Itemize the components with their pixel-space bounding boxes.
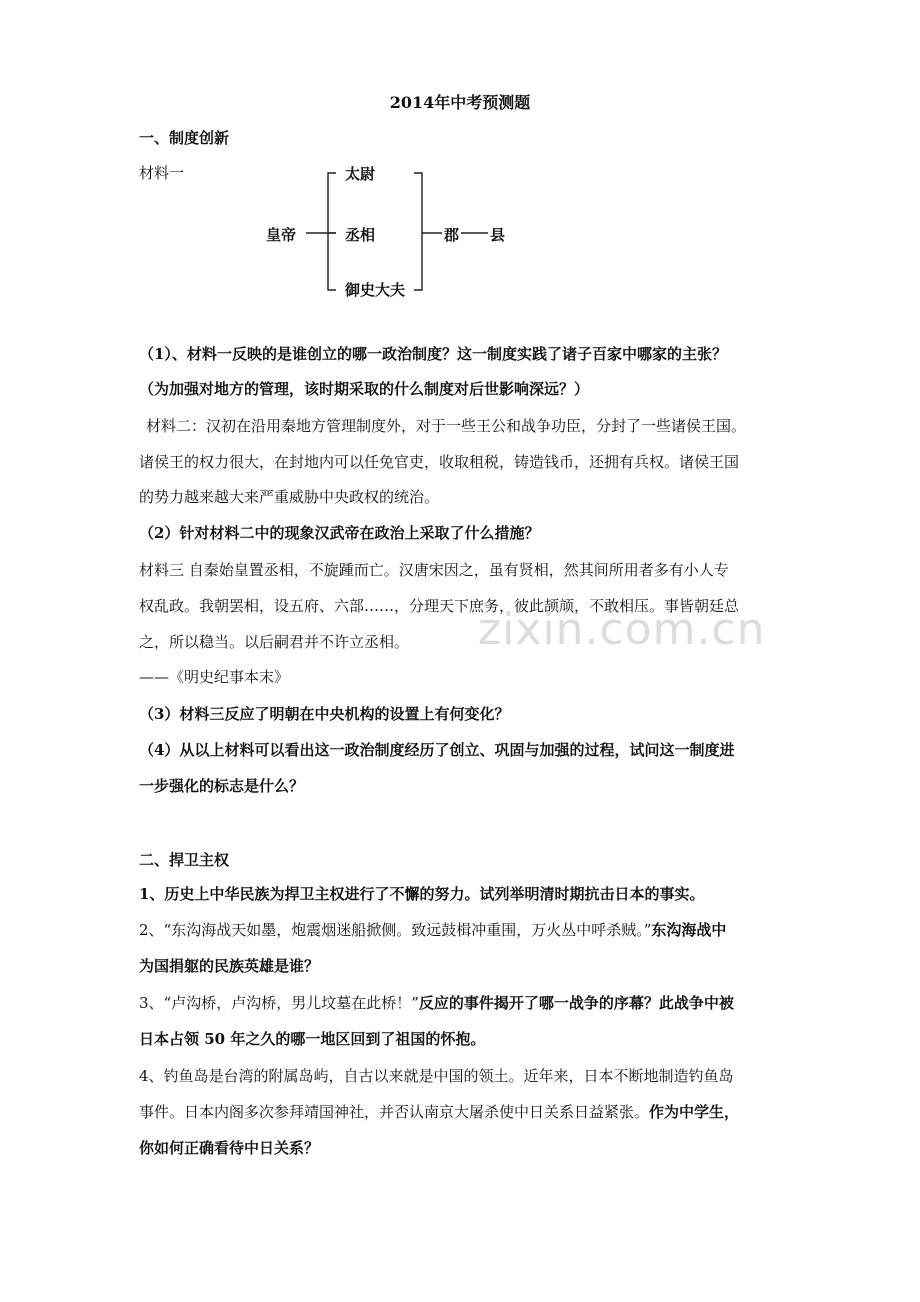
material3-line1: 材料三 自秦始皇置丞相，不旋踵而亡。汉唐宋因之，虽有贤相，然其间所用者多有小人专 [139,561,729,579]
taiwei-node: 太尉 [345,165,376,183]
material2-line3: 的势力越来越大来严重威胁中央政权的统治。 [139,488,440,506]
chengxiang-node: 丞相 [345,226,376,244]
document-title: 2014年中考预测题 [389,93,531,112]
section2-question-3-line1 [139,993,789,1013]
section2-question-4-line1: 4、钓鱼岛是台湾的附属岛屿，自古以来就是中国的领土。近年来，日本不断地制造钓鱼岛 [139,1067,734,1085]
yushi-node: 御史大夫 [345,281,406,299]
q2-poem-text: 2、“东沟海战天如墨，炮震烟迷船掀侧。致远鼓楫冲重围，万火丛中呼杀贼。” [139,921,652,939]
section2-question-1: 1、历史上中华民族为捍卫主权进行了不懈的努力。试列举明清时期抗击日本的事实。 [139,885,705,903]
question-1-line2: （为加强对地方的管理，该时期采取的什么制度对后世影响深远？） [139,380,590,398]
section2-question-4-line3: 你如何正确看待中日关系？ [139,1139,320,1157]
section2-question-4-line2 [139,1102,789,1122]
watermark: zixin.com.cn [478,604,766,655]
section1-heading: 一、制度创新 [139,129,230,147]
material2-line1: 材料二：汉初在沿用秦地方管理制度外，对于一些王公和战争功臣，分封了一些诸侯王国。 [146,417,747,435]
q3-question-text: 反应的事件揭开了哪一战争的序幕？此战争中被 [418,994,734,1012]
question-4-line2: 一步强化的标志是什么？ [139,777,305,795]
section2-question-3-line2: 日本占领 50 年之久的哪一地区回到了祖国的怀抱。 [139,1030,486,1048]
section2-question-2-line1 [139,920,789,940]
material1-label: 材料一 [139,164,185,182]
material3-source: ——《明史纪事本末》 [139,668,290,686]
xian-node: 县 [490,226,506,244]
question-2: （2）针对材料二中的现象汉武帝在政治上采取了什么措施？ [139,524,540,542]
q3-quote-text: 3、“卢沟桥，卢沟桥，男儿坟墓在此桥！” [139,994,419,1012]
material3-line3: 之，所以稳当。以后嗣君并不许立丞相。 [139,633,410,651]
q4-question-text: 作为中学生， [649,1103,740,1121]
material2-line2: 诸侯王的权力很大，在封地内可以任免官吏，收取租税，铸造钱币，还拥有兵权。诸侯王国 [139,453,740,471]
qin-government-diagram [0,0,920,320]
material3-line2: 权乱政。我朝罢相，设五府、六部……，分理天下庶务，彼此颉颃，不敢相压。事皆朝廷总 [139,597,740,615]
question-1-line1: （1）、材料一反映的是谁创立的哪一政治制度？这一制度实践了诸子百家中哪家的主张？ [139,345,727,363]
right-bracket [414,173,422,290]
jun-node: 郡 [444,226,460,244]
q2-question-text: 东沟海战中 [651,921,727,939]
left-bracket [328,173,336,290]
emperor-node: 皇帝 [266,226,297,244]
section2-heading: 二、捍卫主权 [139,851,230,869]
question-3: （3）材料三反应了明朝在中央机构的设置上有何变化？ [139,705,510,723]
q4-context-text: 事件。日本内阁多次参拜靖国神社，并否认南京大屠杀使中日关系日益紧张。 [139,1103,650,1121]
question-4-line1: （4）从以上材料可以看出这一政治制度经历了创立、巩固与加强的过程，试问这一制度进 [139,741,735,759]
section2-question-2-line2: 为国捐躯的民族英雄是谁？ [139,957,320,975]
